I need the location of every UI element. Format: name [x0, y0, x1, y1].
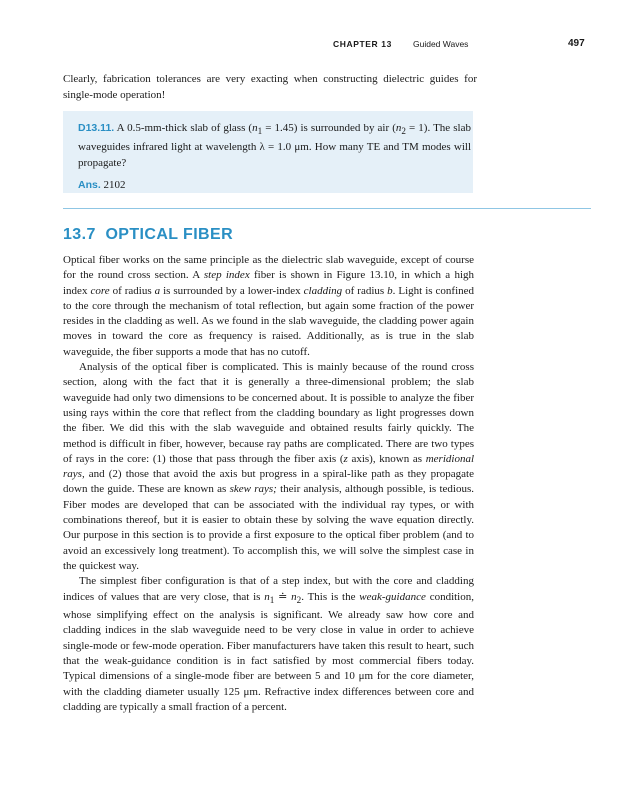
- section-title: OPTICAL FIBER: [105, 226, 234, 243]
- section-divider: [63, 208, 591, 209]
- drill-id: D13.11.: [78, 122, 115, 134]
- chapter-label: CHAPTER 13: [333, 39, 392, 49]
- intro-paragraph: Clearly, fabrication tolerances are very exacting when constructing dielectric guides for single-mode operation!: [63, 73, 477, 101]
- drill-problem-box: [63, 111, 473, 193]
- answer-label: Ans.: [78, 179, 101, 192]
- drill-question: D13.11. A 0.5-mm-thick slab of glass $(n_1 = 1.45)$ is surrounded by air $(n_2 = 1)$. The slab waveguides infrared light at wavelength λ = 1.0 μm. How many TE and TM modes will propagate?: [78, 122, 471, 170]
- paragraph-1: Optical fiber works on the same principle as the dielectric slab waveguide, except of course for the round cross section. A step index fiber is shown in Figure 13.10, in which a high index core of radius a is surrounded by a lower-index cladding of radius b. Light is confined to the core through the mechanism of total reflection, but again some fraction of the power resides in the cladding as well. As we found in the slab waveguide, the cladding power again moves in toward the core as frequency is raised. Additionally, as is true in the slab waveguide, the fiber supports a mode that has no cutoff.: [63, 254, 475, 358]
- page-number: 497: [568, 38, 585, 49]
- running-header: [0, 38, 627, 52]
- paragraph-2: Analysis of the optical fiber is complicated. This is mainly because of the round cross section, along with the fact that it is generally a three-dimensional problem; the slab waveguide had only two dimensions to be concerned about. It is possible to analyze the fiber using rays within the core that reflect from the cladding boundary as light progresses down the fiber. We did this with the slab waveguide and obtained results fairly quickly. The method is difficult in fiber, however, because ray paths are complicated. There are two types of rays in the core: (1) those that pass through the fiber axis (z axis), known as meridional rays, and (2) those that avoid the axis but progress in a spiral-like path as they propagate down the guide. These are known as skew rays; their analysis, although possible, is tedious. Fiber modes are developed that can be associated with the individual ray types, or with combinations thereof, but it is easier to obtain these by solving the wave equation directly. Our purpose in this section is to provide a first exposure to the optical fiber problem (and to avoid an excessively long treatment). To accomplish this, we will solve the simplest case in the quickest way.: [63, 361, 474, 572]
- section-body: [63, 253, 474, 715]
- paragraph-3: The simplest fiber configuration is that of a step index, but with the core and cladding indices of values that are very close, that is $n_1$ ≐ $n_2$. This is the weak-guidance condition, whose simplifying effect on the analysis is significant. We already saw how core and cladding indices in the slab waveguide need to be very close in value in order to achieve single-mode or few-mode operation. Fiber manufacturers have taken this result to heart, such that the weak-guidance condition is in fact satisfied by most commercial fibers today. Typical dimensions of a single-mode fiber are between 5 and 10 μm for the core diameter, with the cladding diameter usually 125 μm. Refractive index differences between core and cladding are typically a small fraction of a percent.: [63, 575, 474, 713]
- section-number: 13.7: [63, 226, 96, 243]
- drill-answer: [78, 177, 471, 193]
- section-heading: [63, 226, 233, 244]
- answer-value: 2102: [100, 179, 126, 192]
- chapter-title: Guided Waves: [413, 39, 469, 49]
